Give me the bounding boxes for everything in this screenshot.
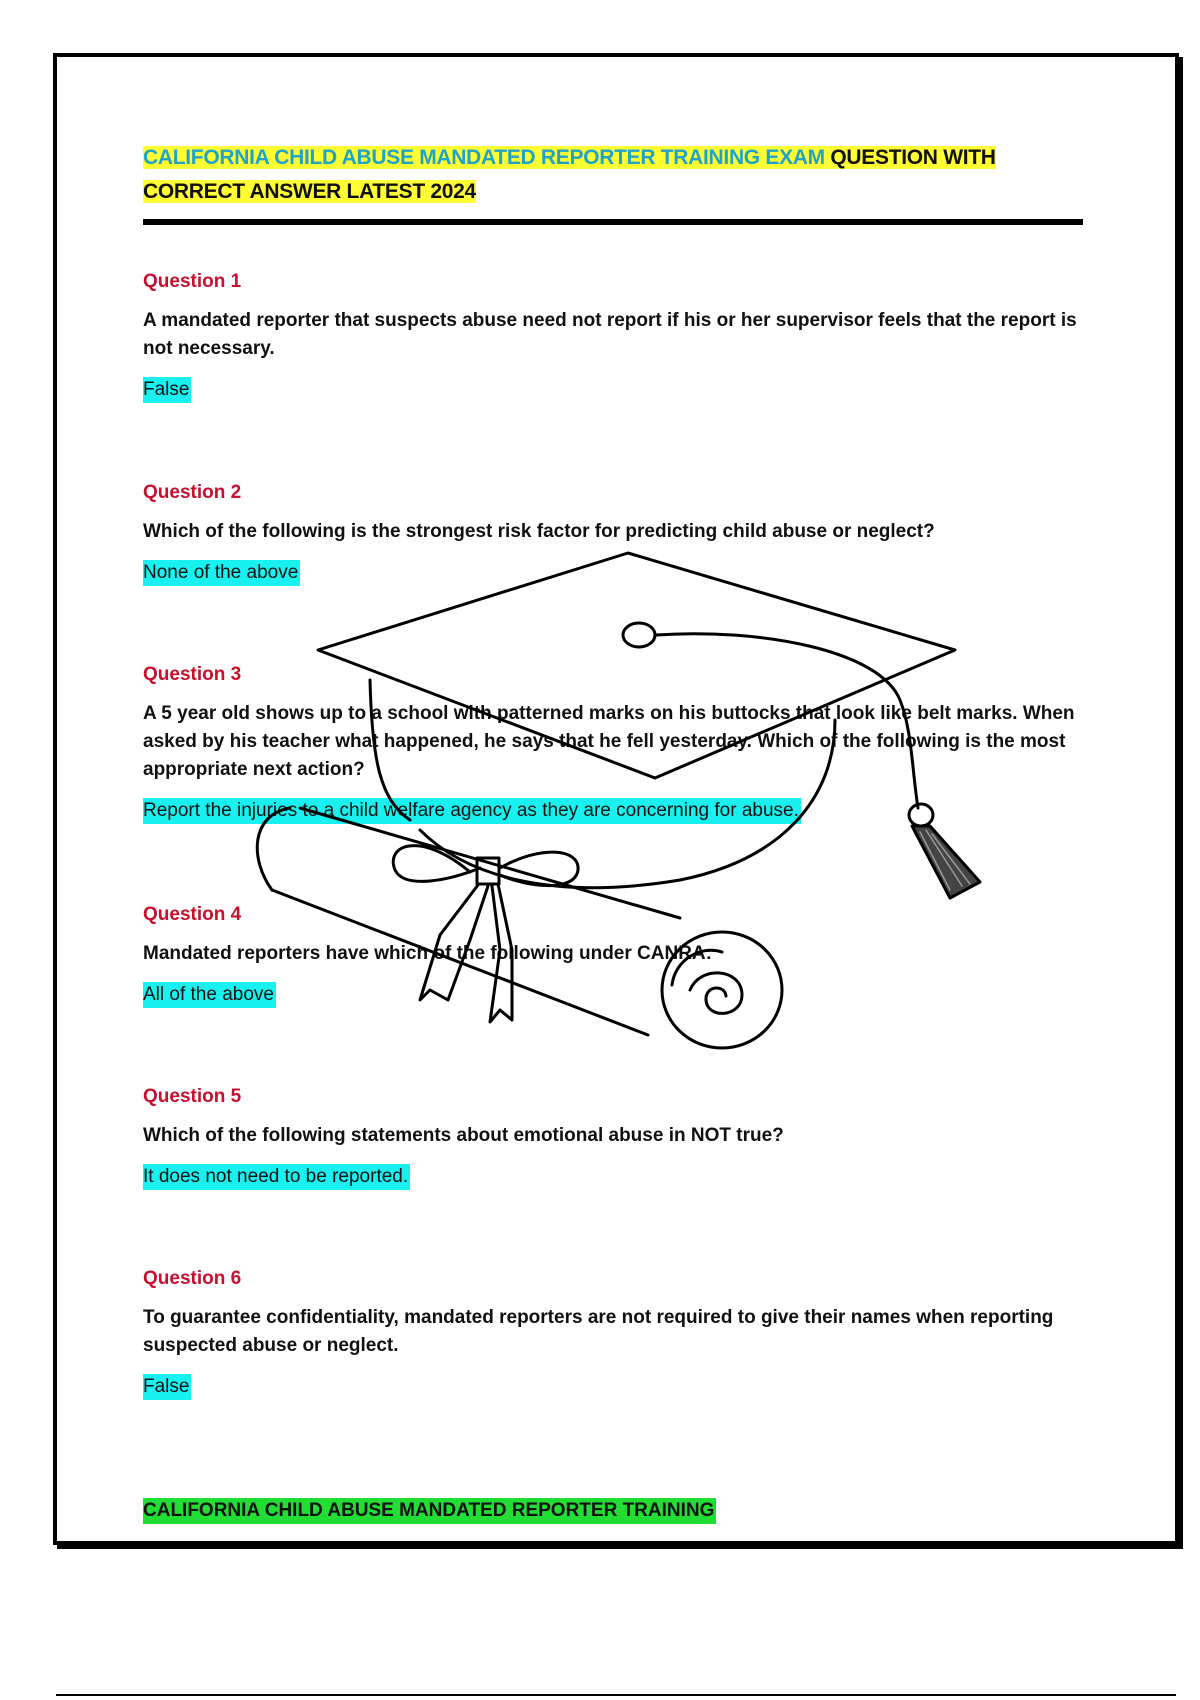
title-highlight-accent: CALIFORNIA CHILD ABUSE MANDATED REPORTER TRAINING EXAM <box>143 146 825 169</box>
question-1 <box>143 271 1093 403</box>
footer-label: CALIFORNIA CHILD ABUSE MANDATED REPORTER TRAINING <box>143 1498 716 1524</box>
answer-highlight: False <box>143 1374 191 1400</box>
answer-highlight: None of the above <box>143 560 300 586</box>
question-text: To guarantee confidentiality, mandated reporters are not required to give their names when reporting suspected abuse or neglect. <box>143 1307 1054 1356</box>
answer-highlight: Report the injuries to a child welfare agency as they are concerning for abuse. <box>143 798 801 824</box>
question-label: Question 2 <box>143 482 242 503</box>
answer-highlight: False <box>143 377 191 403</box>
question-label: Question 3 <box>143 664 242 685</box>
question-6 <box>143 1268 1093 1400</box>
question-3 <box>143 664 1093 824</box>
answer-highlight: It does not need to be reported. <box>143 1164 410 1190</box>
question-label: Question 6 <box>143 1268 242 1289</box>
question-label: Question 5 <box>143 1086 242 1107</box>
question-text: A mandated reporter that suspects abuse need not report if his or her supervisor feels that the report is not necessary. <box>143 310 1077 359</box>
title-highlight: QUESTION WITH CORRECT ANSWER LATEST 2024 <box>143 146 996 203</box>
question-text: A 5 year old shows up to a school with patterned marks on his buttocks that look like belt marks. When asked by his teacher what happened, he says that he fell yesterday. Which of the following is the most appropriate next action? <box>143 703 1075 780</box>
title-rule <box>143 219 1083 225</box>
question-label: Question 4 <box>143 904 242 925</box>
question-4 <box>143 904 1093 1008</box>
answer-highlight: All of the above <box>143 982 276 1008</box>
document-title <box>143 141 1093 209</box>
page-bottom-line <box>56 1694 1176 1696</box>
question-5 <box>143 1086 1093 1190</box>
question-text: Mandated reporters have which of the following under CANRA: <box>143 943 712 964</box>
question-label: Question 1 <box>143 271 242 292</box>
question-text: Which of the following is the strongest risk factor for predicting child abuse or neglect? <box>143 521 935 542</box>
question-text: Which of the following statements about emotional abuse in NOT true? <box>143 1125 784 1146</box>
document-content <box>143 141 1093 1521</box>
question-2 <box>143 482 1093 586</box>
